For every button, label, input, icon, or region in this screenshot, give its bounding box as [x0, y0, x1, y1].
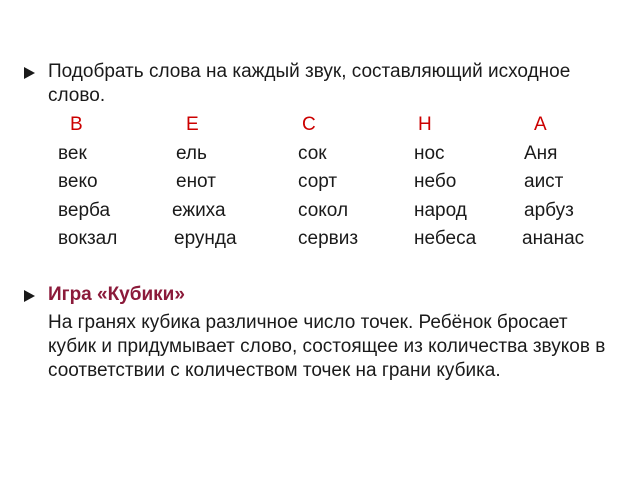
word-cell: арбуз	[524, 200, 574, 221]
word-cell: небеса	[414, 228, 477, 249]
word-cell: небо	[414, 171, 457, 192]
word-cell: сок	[298, 143, 327, 164]
word-cell: вокзал	[58, 228, 118, 249]
letter-a: А	[534, 114, 547, 135]
intro-text: Подобрать слова на каждый звук, составляющий исходное слово.	[48, 61, 571, 106]
letter-n: Н	[418, 114, 432, 135]
letter-v: В	[70, 114, 83, 135]
triangle-bullet-icon	[22, 66, 36, 80]
game-title: Игра «Кубики»	[48, 284, 185, 305]
game-description: На гранях кубика различное число точек. Ребёнок бросает кубик и придумывает слово, состоящее из количества звуков в соответствии с количеством точек на грани кубика.	[48, 312, 606, 381]
word-cell: веко	[58, 171, 98, 192]
word-cell: век	[58, 143, 87, 164]
word-cell: верба	[58, 200, 111, 221]
word-cell: народ	[414, 200, 467, 221]
word-cell: енот	[176, 171, 216, 192]
word-cell: ежиха	[172, 200, 226, 221]
word-cell: ель	[176, 143, 207, 164]
word-cell: нос	[414, 143, 445, 164]
word-cell: Аня	[524, 143, 558, 164]
word-cell: ананас	[522, 228, 585, 249]
word-cell: ерунда	[174, 228, 237, 249]
word-cell: сорт	[298, 171, 338, 192]
word-cell: аист	[524, 171, 564, 192]
letters-row	[0, 113, 640, 137]
word-cell: сокол	[298, 200, 349, 221]
triangle-bullet-icon	[22, 289, 36, 303]
letter-e: Е	[186, 114, 199, 135]
letter-s: С	[302, 114, 316, 135]
word-cell: сервиз	[298, 228, 359, 249]
